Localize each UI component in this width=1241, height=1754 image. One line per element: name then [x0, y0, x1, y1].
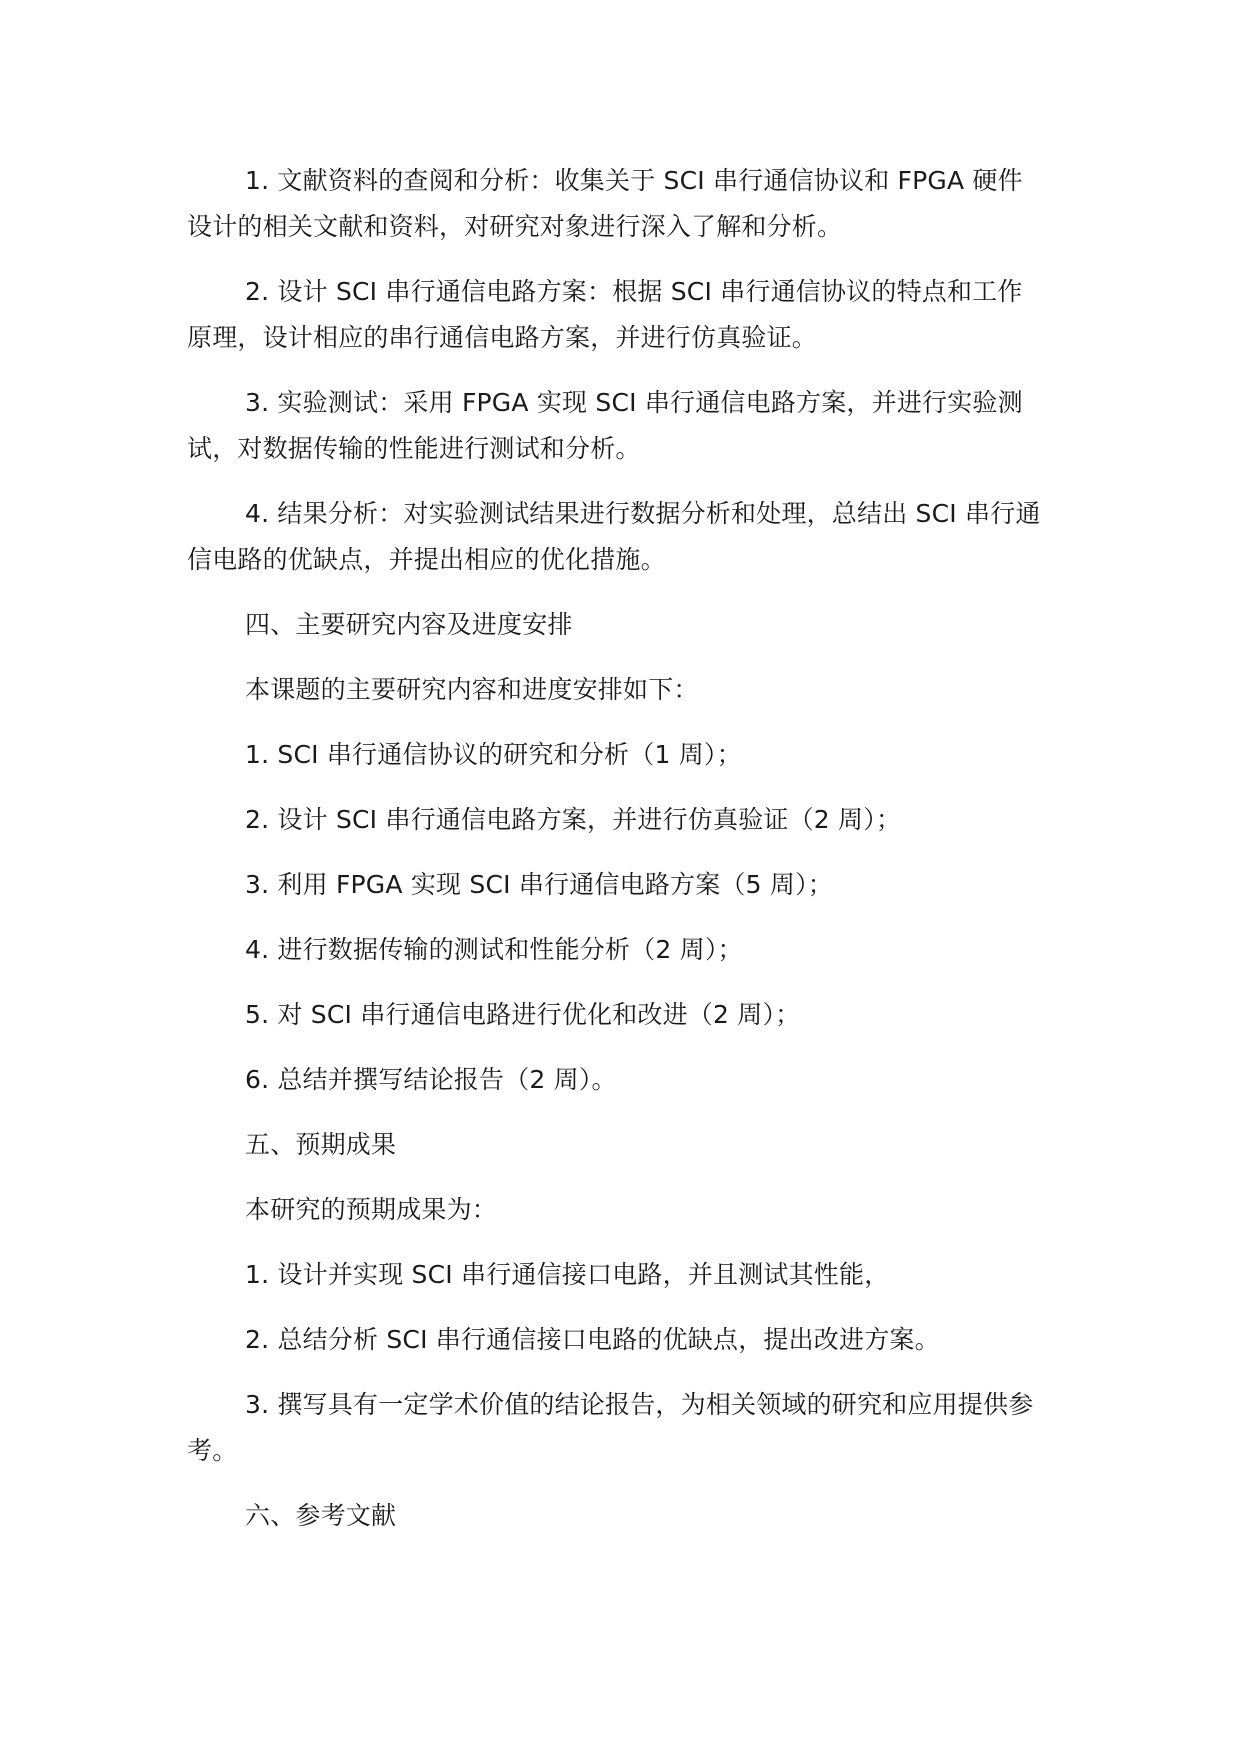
schedule-item-2: 2. 设计 SCI 串行通信电路方案，并进行仿真验证（2 周）；: [245, 805, 902, 834]
section-heading-4: 四、主要研究内容及进度安排: [245, 610, 573, 639]
method-item-2: 2. 设计 SCI 串行通信电路方案：根据 SCI 串行通信协议的特点和工作原理，设计相应的串行通信电路方案，并进行仿真验证。: [187, 277, 1023, 352]
schedule-intro: 本课题的主要研究内容和进度安排如下：: [245, 675, 699, 704]
method-item-4: 4. 结果分析：对实验测试结果进行数据分析和处理，总结出 SCI 串行通信电路的优缺点，并提出相应的优化措施。: [187, 499, 1041, 574]
outcome-item-2: 2. 总结分析 SCI 串行通信接口电路的优缺点，提出改进方案。: [245, 1325, 940, 1354]
outcome-item-3: 3. 撰写具有一定学术价值的结论报告，为相关领域的研究和应用提供参考。: [187, 1390, 1034, 1465]
section-heading-6: 六、参考文献: [245, 1501, 397, 1530]
outcomes-intro: 本研究的预期成果为：: [245, 1195, 498, 1224]
schedule-item-3: 3. 利用 FPGA 实现 SCI 串行通信电路方案（5 周）；: [245, 870, 833, 899]
schedule-item-6: 6. 总结并撰写结论报告（2 周）。: [245, 1065, 617, 1094]
section-heading-5: 五、预期成果: [245, 1130, 397, 1159]
outcome-item-1: 1. 设计并实现 SCI 串行通信接口电路，并且测试其性能，: [245, 1260, 890, 1289]
schedule-item-1: 1. SCI 串行通信协议的研究和分析（1 周）；: [245, 740, 742, 769]
schedule-item-4: 4. 进行数据传输的测试和性能分析（2 周）；: [245, 935, 743, 964]
method-item-1: 1. 文献资料的查阅和分析：收集关于 SCI 串行通信协议和 FPGA 硬件设计的相关文献和资料，对研究对象进行深入了解和分析。: [187, 166, 1023, 241]
schedule-item-5: 5. 对 SCI 串行通信电路进行优化和改进（2 周）；: [245, 1000, 801, 1029]
method-item-3: 3. 实验测试：采用 FPGA 实现 SCI 串行通信电路方案，并进行实验测试，对数据传输的性能进行测试和分析。: [187, 388, 1023, 463]
document-body: [187, 158, 1045, 1558]
